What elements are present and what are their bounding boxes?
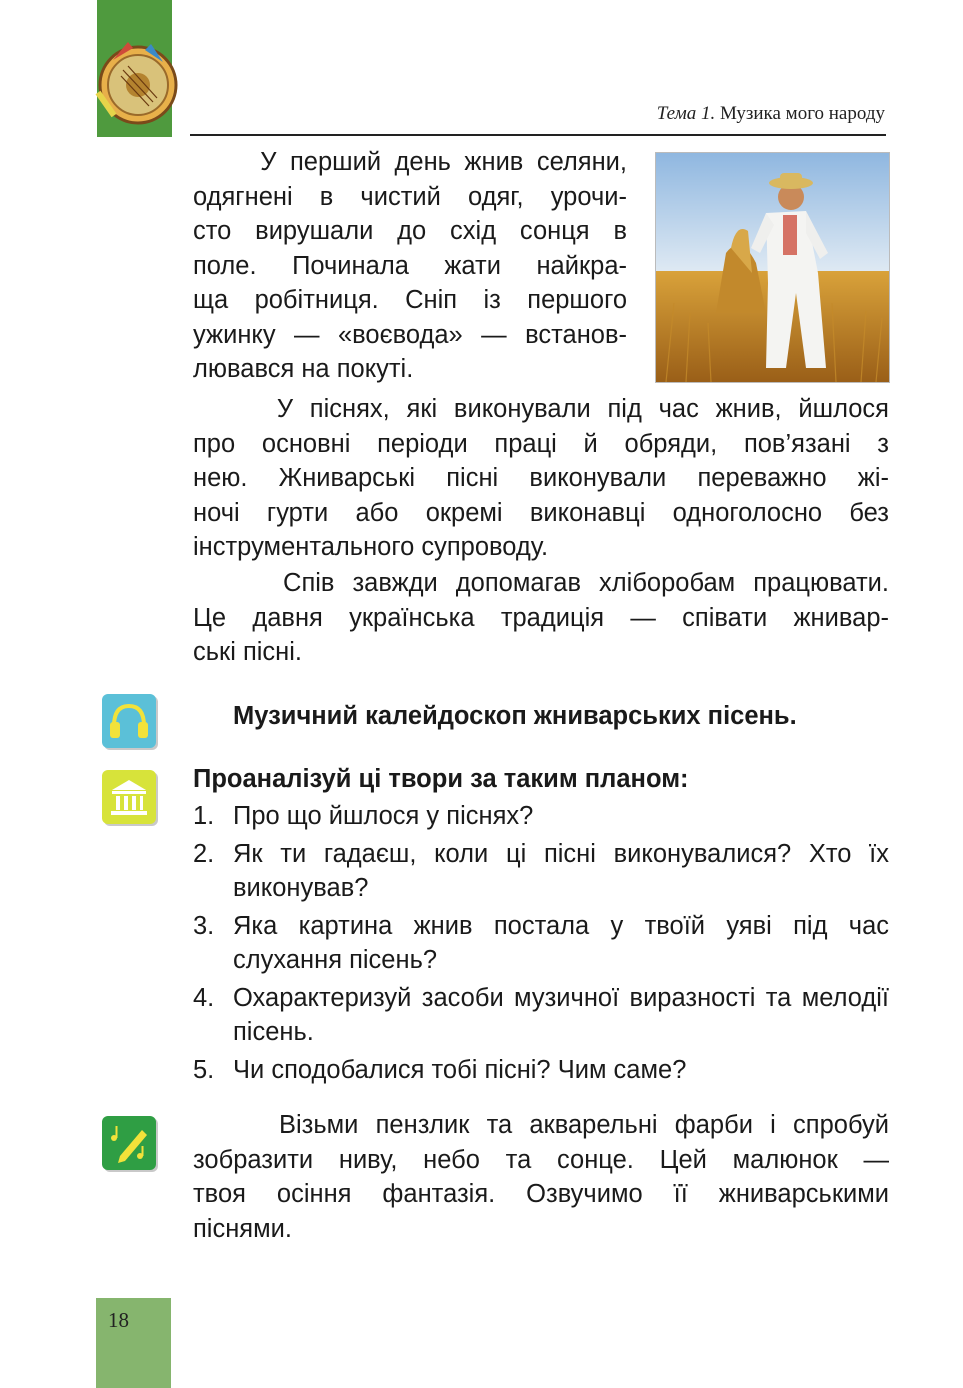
item-text: Про що йшлося у піснях?: [233, 802, 534, 830]
text-line: У перший день жнив селяни,: [193, 148, 627, 176]
pencil-music-icon: [102, 1116, 156, 1170]
text-line: лювався на покуті.: [193, 355, 414, 383]
text-line: твоя осіння фантазія. Озвучимо її жниварськими: [193, 1180, 889, 1208]
item-number: 5.: [193, 1055, 215, 1084]
page-number: 18: [108, 1308, 129, 1332]
bandura-emblem-icon: [93, 30, 183, 130]
topic-label: Тема 1.: [656, 103, 716, 124]
running-header: [657, 103, 885, 125]
paragraph-tradition: [193, 566, 889, 670]
item-text: Охарактеризуй засоби музичної виразності та мелодії пісень.: [233, 983, 889, 1046]
text-line: інструментального супроводу.: [193, 533, 549, 561]
headphones-icon: [102, 694, 156, 748]
list-item: [193, 1053, 889, 1088]
text-line: зобразити ниву, небо та сонце. Цей малюнок —: [193, 1145, 889, 1174]
text-line: ужинку — «воєвода» — встанов-: [193, 320, 627, 349]
harvester-photo: [655, 152, 890, 383]
text-line: ща робітниця. Сніп із першого: [193, 286, 627, 314]
text-line: нею. Жниварські пісні виконували переважно жі-: [193, 464, 889, 492]
listen-section-title: Музичний калейдоскоп жниварських пісень.: [233, 702, 797, 730]
item-number: 2.: [193, 839, 215, 868]
text-line: Візьми пензлик та акварельні фарби і спробуй: [193, 1111, 889, 1139]
item-number: 3.: [193, 911, 215, 940]
analyze-section-title: Проаналізуй ці твори за таким планом:: [193, 765, 689, 793]
page-number-box: [96, 1298, 171, 1388]
list-item: [193, 799, 889, 834]
harvester-photo-icon: [656, 153, 889, 382]
columns-building-icon: [102, 770, 156, 824]
text-line: сто вирушали до схід сонця в: [193, 217, 627, 245]
topic-title: Музика мого народу: [719, 103, 885, 124]
text-line: про основні періоди праці й обряди, пов’язані з: [193, 429, 889, 458]
list-item: [193, 837, 889, 906]
item-number: 1.: [193, 802, 215, 830]
paragraph-drawing-task: [193, 1108, 889, 1246]
analysis-plan-list: [193, 799, 889, 1090]
text-line: одягнені в чистий одяг, урочи-: [193, 182, 627, 211]
item-text: Як ти гадаєш, коли ці пісні виконувалися? Хто їх виконував?: [233, 839, 889, 902]
header-rule: [190, 134, 886, 136]
item-text: Яка картина жнив постала у твоїй уяві під час слухання пісень?: [233, 911, 889, 974]
text-line: ночі гурти або окремі виконавці одноголосно без: [193, 498, 889, 527]
text-line: Це давня українська традиція — співати жнивар-: [193, 603, 889, 632]
item-text: Чи сподобалися тобі пісні? Чим саме?: [233, 1055, 687, 1084]
list-item: [193, 981, 889, 1050]
text-line: піснями.: [193, 1214, 292, 1243]
text-line: Спів завжди допомагав хліборобам працювати.: [193, 569, 889, 597]
item-number: 4.: [193, 983, 215, 1012]
text-line: У піснях, які виконували під час жнив, йшлося: [193, 395, 889, 423]
text-line: поле. Починала жати найкра-: [193, 251, 627, 280]
paragraph-harvest-day: [193, 145, 627, 387]
paragraph-harvest-songs: [193, 392, 889, 565]
text-line: ські пісні.: [193, 638, 302, 666]
list-item: [193, 909, 889, 978]
